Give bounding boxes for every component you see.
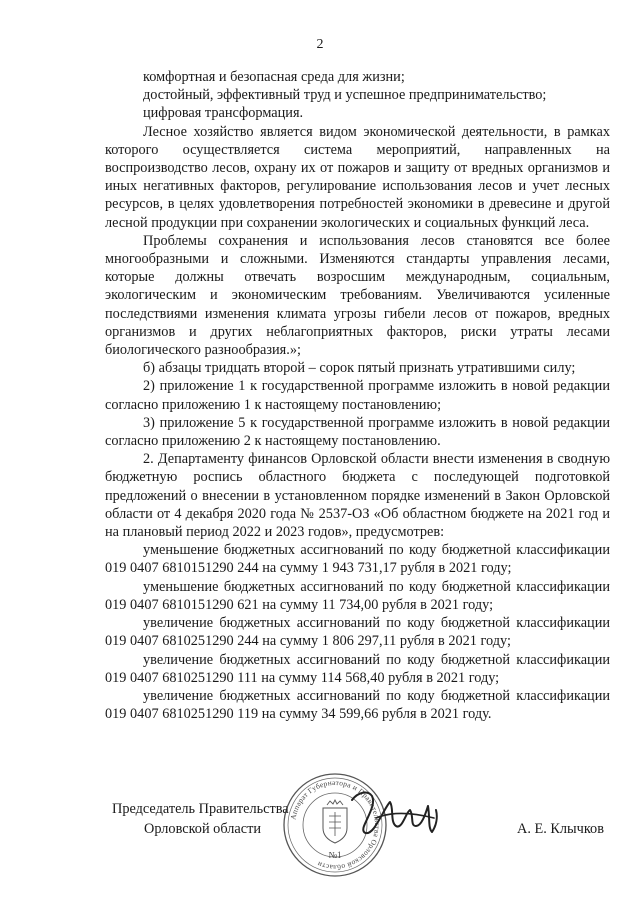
paragraph: 2. Департаменту финансов Орловской области внести изменения в сводную бюджетную роспись областного бюджета с последующей подготовкой предложений о внесении в установленном порядке изменений в Закон Орловской области от 4 декабря 2020 года № 2537-ОЗ «Об областном бюджете на 2021 год и на плановый период 2022 и 2023 годов», предусмотрев:: [105, 451, 610, 541]
paragraph: комфортная и безопасная среда для жизни;: [143, 69, 405, 85]
paragraph: уменьшение бюджетных ассигнований по коду бюджетной классификации 019 0407 6810151290 621 на сумму 11 734,00 рубля в 2021 году;: [105, 578, 610, 613]
seal-number: №1: [328, 850, 342, 860]
document-body: [105, 68, 610, 723]
paragraph: цифровая трансформация.: [143, 105, 304, 122]
paragraph: 3) приложение 5 к государственной программе изложить в новой редакции согласно приложению 2 к настоящему постановлению.: [105, 414, 610, 450]
handwritten-signature: [346, 782, 442, 844]
paragraph: Лесное хозяйство является видом экономической деятельности, в рамках которого осуществляется система мероприятий, направленных на воспроизводство лесов, охрану их от пожаров и защиту от вредных организмов и иных негативных факторов, регулирование использования лесов и учет лесных ресурсов, в целях удовлетворения потребностей экономики в древесине и другой лесной продукции при сохранении экологических и социальных функций леса.: [105, 123, 610, 231]
paragraph: увеличение бюджетных ассигнований по коду бюджетной классификации 019 0407 6810251290 111 на сумму 114 568,40 рубля в 2021 году;: [105, 651, 610, 686]
signatory-name: А. Е. Клычков: [517, 821, 604, 837]
seal-ring-text: Аппарат Губернатора и Правительства Орловской области: [288, 777, 383, 873]
page-number: 2: [316, 37, 324, 52]
paragraph: увеличение бюджетных ассигнований по коду бюджетной классификации 019 0407 6810251290 244 на сумму 1 806 297,11 рубля в 2021 году;: [105, 615, 610, 650]
paragraph: Проблемы сохранения и использования лесов становятся все более многообразными и сложными. Изменяются стандарты управления лесами, которые должны отвечать возросшим международным, социальным, экологическим и экономическим требованиям. Увеличиваются усиленные последствиями изменения климата угрозы гибели лесов от пожаров, вредных организмов и других неблагоприятных факторов, риски утраты лесами биологического разнообразия.»;: [105, 232, 610, 359]
signatory-position-line1: Председатель Правительства: [112, 801, 289, 817]
paragraph: б) абзацы тридцать второй – сорок пятый признать утратившими силу;: [143, 360, 576, 377]
paragraph: увеличение бюджетных ассигнований по коду бюджетной классификации 019 0407 6810251290 119 на сумму 34 599,66 рубля в 2021 году.: [105, 687, 610, 723]
paragraph: достойный, эффективный труд и успешное предпринимательство;: [143, 87, 547, 104]
signatory-position-line2: Орловской области: [144, 821, 261, 837]
signatory-title: [112, 799, 289, 839]
paragraph: 2) приложение 1 к государственной программе изложить в новой редакции согласно приложению 1 к настоящему постановлению;: [105, 378, 610, 413]
coat-of-arms-icon: [323, 800, 347, 843]
paragraph: уменьшение бюджетных ассигнований по коду бюджетной классификации 019 0407 6810151290 244 на сумму 1 943 731,17 рубля в 2021 году;: [105, 542, 610, 577]
